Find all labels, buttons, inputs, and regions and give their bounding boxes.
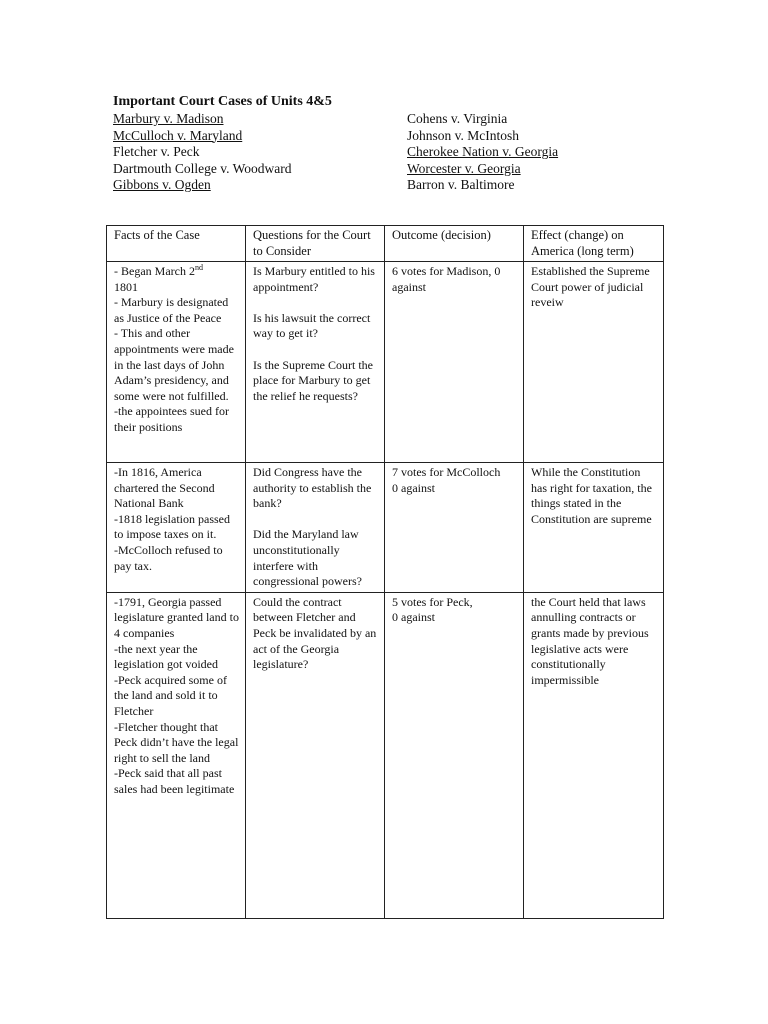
facts-text: 1801 - Marbury is designated as Justice of the Peace - This and other appointments were made in the last days of John Adam’s presidency, and some were not fulfilled. -the appointees sued for their positions bbox=[114, 279, 234, 434]
effect-cell bbox=[524, 463, 664, 593]
case-list-left bbox=[113, 111, 292, 194]
questions-text: Did Congress have the authority to establish the bank? Did the Maryland law unconstitutionally interfere with congressional powers? bbox=[253, 465, 372, 589]
outcome-cell bbox=[385, 463, 524, 593]
outcome-cell bbox=[385, 592, 524, 918]
questions-text: Is Marbury entitled to his appointment? Is his lawsuit the correct way to get it? Is the Supreme Court the place for Marbury to get the relief he requests? bbox=[253, 264, 375, 403]
outcome-text: 6 votes for Madison, 0 against bbox=[392, 264, 501, 294]
case-item: Cherokee Nation v. Georgia bbox=[407, 144, 559, 159]
case-item: Marbury v. Madison bbox=[113, 111, 224, 126]
header-questions: Questions for the Court to Consider bbox=[246, 226, 385, 262]
effect-text: the Court held that laws annulling contracts or grants made by previous legislative acts were constitutionally impermissible bbox=[531, 594, 649, 687]
questions-cell bbox=[246, 262, 385, 463]
header-outcome: Outcome (decision) bbox=[385, 226, 524, 262]
table-row bbox=[107, 592, 664, 918]
case-item: Fletcher v. Peck bbox=[113, 144, 200, 159]
case-item: Worcester v. Georgia bbox=[407, 160, 521, 176]
outcome-cell bbox=[385, 262, 524, 463]
table-row bbox=[107, 262, 664, 463]
outcome-text: 7 votes for McColloch 0 against bbox=[392, 465, 501, 495]
table-header-row bbox=[107, 226, 664, 262]
case-item: Barron v. Baltimore bbox=[407, 177, 515, 192]
facts-cell bbox=[107, 262, 246, 463]
questions-text: Could the contract between Fletcher and Peck be invalidated by an act of the Georgia legislature? bbox=[253, 594, 377, 672]
effect-text: Established the Supreme Court power of judicial reveiw bbox=[531, 264, 650, 310]
effect-cell bbox=[524, 592, 664, 918]
case-item: Cohens v. Virginia bbox=[407, 111, 508, 126]
facts-cell bbox=[107, 592, 246, 918]
facts-text: -1791, Georgia passed legislature granted land to 4 companies -the next year the legislation got voided -Peck acquired some of the land and sold it to Fletcher -Fletcher thought that Peck didn’t have the legal right to sell the land -Peck said that all past sales had been legitimate bbox=[114, 594, 239, 796]
header-effect: Effect (change) on America (long term) bbox=[524, 226, 664, 262]
case-item: Johnson v. McIntosh bbox=[407, 127, 520, 143]
facts-text: -In 1816, America chartered the Second National Bank -1818 legislation passed to impose taxes on it. -McColloch refused to pay tax. bbox=[114, 465, 230, 573]
outcome-text: 5 votes for Peck, 0 against bbox=[392, 594, 473, 625]
questions-cell bbox=[246, 463, 385, 593]
effect-text: While the Constitution has right for taxation, the things stated in the Constitution are supreme bbox=[531, 465, 652, 526]
case-item: McCulloch v. Maryland bbox=[113, 127, 243, 143]
document-title: Important Court Cases of Units 4&5 bbox=[113, 94, 332, 109]
questions-cell bbox=[246, 592, 385, 918]
case-item: Gibbons v. Ogden bbox=[113, 177, 211, 192]
case-item: Dartmouth College v. Woodward bbox=[113, 160, 292, 176]
header-facts: Facts of the Case bbox=[107, 226, 246, 262]
ordinal-suffix: nd bbox=[194, 263, 203, 272]
facts-cell bbox=[107, 463, 246, 593]
case-list-right bbox=[407, 111, 558, 194]
table-row bbox=[107, 463, 664, 593]
effect-cell bbox=[524, 262, 664, 463]
facts-text: - Began March 2 bbox=[114, 264, 195, 278]
court-cases-table bbox=[106, 225, 664, 919]
